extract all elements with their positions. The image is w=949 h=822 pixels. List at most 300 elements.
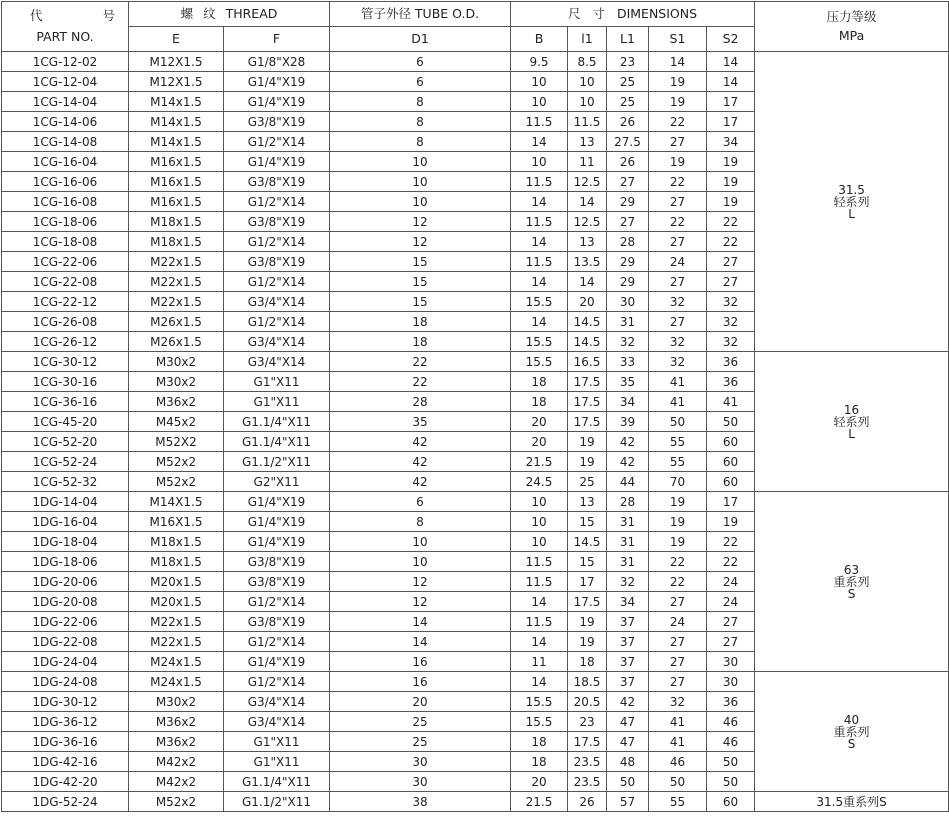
cell-dim-s1: 27 (649, 132, 707, 152)
cell-thread-f: G3/8"X19 (224, 612, 330, 632)
spec-table (1, 1, 949, 812)
cell-thread-e: M42x2 (129, 772, 224, 792)
cell-dim-b: 11.5 (511, 552, 568, 572)
cell-tube-d1: 10 (330, 552, 511, 572)
cell-dim-s1: 32 (649, 692, 707, 712)
cell-dim-s2: 60 (707, 792, 755, 812)
cell-thread-f: G1"X11 (224, 392, 330, 412)
cell-dim-s2: 27 (707, 612, 755, 632)
cell-part-no: 1CG-22-12 (2, 292, 129, 312)
cell-thread-f: G3/4"X14 (224, 712, 330, 732)
cell-tube-d1: 25 (330, 712, 511, 732)
cell-thread-f: G1/4"X19 (224, 652, 330, 672)
cell-thread-e: M12X1.5 (129, 52, 224, 72)
cell-dim-b: 20 (511, 412, 568, 432)
header-code-en: PART NO. (36, 28, 94, 44)
cell-thread-e: M14X1.5 (129, 492, 224, 512)
cell-part-no: 1CG-12-04 (2, 72, 129, 92)
cell-thread-e: M36x2 (129, 732, 224, 752)
cell-tube-d1: 38 (330, 792, 511, 812)
cell-thread-e: M30x2 (129, 372, 224, 392)
cell-dim-b: 10 (511, 512, 568, 532)
cell-dim-l1-upper: 39 (607, 412, 649, 432)
cell-tube-d1: 22 (330, 352, 511, 372)
cell-dim-s2: 46 (707, 732, 755, 752)
pressure-code: L (848, 426, 855, 441)
cell-part-no: 1CG-30-12 (2, 352, 129, 372)
cell-dim-s1: 24 (649, 252, 707, 272)
cell-dim-b: 11.5 (511, 212, 568, 232)
cell-dim-s1: 19 (649, 92, 707, 112)
cell-part-no: 1DG-24-08 (2, 672, 129, 692)
cell-dim-s1: 27 (649, 632, 707, 652)
cell-thread-e: M22x1.5 (129, 292, 224, 312)
cell-dim-l1-lower: 14.5 (568, 312, 607, 332)
cell-tube-d1: 35 (330, 412, 511, 432)
cell-dim-b: 11.5 (511, 612, 568, 632)
cell-dim-l1-lower: 17.5 (568, 412, 607, 432)
cell-dim-b: 15.5 (511, 692, 568, 712)
cell-dim-s1: 24 (649, 612, 707, 632)
cell-dim-l1-lower: 18.5 (568, 672, 607, 692)
cell-dim-s1: 22 (649, 552, 707, 572)
pressure-series: 轻系列 (833, 414, 870, 429)
cell-thread-e: M16x1.5 (129, 152, 224, 172)
cell-dim-l1-lower: 14 (568, 192, 607, 212)
cell-dim-b: 18 (511, 752, 568, 772)
cell-dim-s1: 32 (649, 352, 707, 372)
cell-dim-b: 10 (511, 92, 568, 112)
cell-thread-e: M14x1.5 (129, 112, 224, 132)
cell-tube-d1: 15 (330, 292, 511, 312)
cell-thread-f: G1/2"X14 (224, 272, 330, 292)
cell-dim-l1-lower: 13 (568, 132, 607, 152)
cell-part-no: 1CG-36-16 (2, 392, 129, 412)
cell-thread-f: G3/4"X14 (224, 352, 330, 372)
cell-thread-f: G3/8"X19 (224, 212, 330, 232)
cell-dim-s1: 27 (649, 652, 707, 672)
header-tube-od: 管子外径 TUBE O.D. (330, 2, 511, 27)
table-row (2, 792, 949, 812)
cell-dim-l1-lower: 17.5 (568, 372, 607, 392)
cell-thread-e: M16x1.5 (129, 172, 224, 192)
cell-dim-s1: 19 (649, 512, 707, 532)
cell-part-no: 1CG-52-24 (2, 452, 129, 472)
cell-dim-s2: 22 (707, 552, 755, 572)
cell-dim-b: 15.5 (511, 292, 568, 312)
cell-thread-e: M36x2 (129, 712, 224, 732)
cell-dim-s2: 60 (707, 472, 755, 492)
cell-dim-l1-lower: 10 (568, 92, 607, 112)
cell-thread-e: M16X1.5 (129, 512, 224, 532)
cell-dim-l1-lower: 15 (568, 512, 607, 532)
cell-part-no: 1CG-18-08 (2, 232, 129, 252)
cell-dim-s2: 50 (707, 772, 755, 792)
cell-dim-s2: 34 (707, 132, 755, 152)
pressure-group (755, 52, 949, 352)
pressure-value: 40 (843, 712, 860, 727)
cell-dim-l1-upper: 35 (607, 372, 649, 392)
pressure-value: 63 (843, 562, 860, 577)
cell-thread-f: G3/4"X14 (224, 292, 330, 312)
pressure-group: 31.5重系列S (755, 792, 949, 812)
cell-thread-e: M22x1.5 (129, 252, 224, 272)
cell-dim-l1-lower: 17 (568, 572, 607, 592)
cell-dim-l1-upper: 30 (607, 292, 649, 312)
cell-dim-l1-upper: 42 (607, 692, 649, 712)
cell-tube-d1: 6 (330, 492, 511, 512)
cell-tube-d1: 8 (330, 132, 511, 152)
cell-dim-s1: 19 (649, 492, 707, 512)
cell-dim-l1-lower: 19 (568, 432, 607, 452)
cell-dim-s2: 60 (707, 452, 755, 472)
cell-dim-s1: 55 (649, 452, 707, 472)
cell-tube-d1: 10 (330, 172, 511, 192)
cell-thread-f: G1.1/4"X11 (224, 432, 330, 452)
cell-dim-l1-upper: 27.5 (607, 132, 649, 152)
cell-tube-d1: 16 (330, 652, 511, 672)
cell-thread-e: M14x1.5 (129, 132, 224, 152)
cell-thread-e: M24x1.5 (129, 652, 224, 672)
cell-dim-l1-upper: 37 (607, 652, 649, 672)
cell-part-no: 1CG-14-08 (2, 132, 129, 152)
cell-dim-l1-upper: 32 (607, 332, 649, 352)
cell-part-no: 1DG-24-04 (2, 652, 129, 672)
cell-thread-f: G1/4"X19 (224, 72, 330, 92)
cell-dim-s1: 19 (649, 152, 707, 172)
cell-dim-s2: 46 (707, 712, 755, 732)
cell-dim-b: 10 (511, 532, 568, 552)
cell-tube-d1: 6 (330, 72, 511, 92)
cell-dim-s2: 30 (707, 672, 755, 692)
cell-dim-s1: 41 (649, 392, 707, 412)
cell-dim-l1-upper: 37 (607, 612, 649, 632)
cell-dim-s2: 14 (707, 52, 755, 72)
cell-tube-d1: 6 (330, 52, 511, 72)
header-part-no (2, 2, 143, 52)
cell-dim-b: 14 (511, 132, 568, 152)
cell-dim-l1-upper: 32 (607, 572, 649, 592)
cell-dim-s2: 32 (707, 292, 755, 312)
table-row (2, 492, 949, 512)
table-row (2, 672, 949, 692)
cell-dim-l1-upper: 28 (607, 232, 649, 252)
cell-thread-e: M52x2 (129, 792, 224, 812)
cell-dim-b: 14 (511, 272, 568, 292)
cell-thread-e: M12X1.5 (129, 72, 224, 92)
cell-thread-f: G1/4"X19 (224, 92, 330, 112)
cell-dim-b: 11 (511, 652, 568, 672)
cell-dim-b: 15.5 (511, 712, 568, 732)
cell-thread-e: M42x2 (129, 752, 224, 772)
cell-tube-d1: 30 (330, 772, 511, 792)
cell-part-no: 1CG-45-20 (2, 412, 129, 432)
cell-dim-s1: 46 (649, 752, 707, 772)
header-b: B (511, 27, 568, 52)
cell-thread-f: G3/8"X19 (224, 172, 330, 192)
cell-dim-s1: 50 (649, 412, 707, 432)
cell-dim-l1-upper: 31 (607, 312, 649, 332)
cell-thread-f: G1/2"X14 (224, 312, 330, 332)
cell-tube-d1: 8 (330, 112, 511, 132)
cell-dim-l1-lower: 17.5 (568, 392, 607, 412)
cell-part-no: 1CG-52-32 (2, 472, 129, 492)
cell-dim-b: 14 (511, 312, 568, 332)
cell-dim-b: 20 (511, 772, 568, 792)
cell-dim-l1-lower: 14.5 (568, 532, 607, 552)
header-pressure-cn: 压力等级 (826, 9, 877, 24)
table-row (2, 352, 949, 372)
cell-thread-e: M52X2 (129, 432, 224, 452)
header-l1-upper: L1 (607, 27, 649, 52)
cell-part-no: 1CG-26-12 (2, 332, 129, 352)
cell-dim-s1: 19 (649, 532, 707, 552)
cell-dim-s1: 27 (649, 272, 707, 292)
cell-tube-d1: 14 (330, 632, 511, 652)
cell-part-no: 1CG-18-06 (2, 212, 129, 232)
cell-dim-l1-upper: 28 (607, 492, 649, 512)
cell-dim-l1-lower: 14 (568, 272, 607, 292)
cell-dim-s1: 27 (649, 192, 707, 212)
cell-dim-s1: 70 (649, 472, 707, 492)
cell-dim-b: 14 (511, 192, 568, 212)
cell-thread-e: M20x1.5 (129, 572, 224, 592)
cell-thread-f: G1"X11 (224, 372, 330, 392)
cell-dim-l1-lower: 11 (568, 152, 607, 172)
pressure-code: L (848, 206, 855, 221)
cell-dim-s2: 32 (707, 332, 755, 352)
cell-tube-d1: 15 (330, 252, 511, 272)
cell-dim-l1-upper: 37 (607, 632, 649, 652)
cell-dim-b: 15.5 (511, 332, 568, 352)
cell-dim-l1-lower: 12.5 (568, 212, 607, 232)
cell-dim-l1-lower: 12.5 (568, 172, 607, 192)
pressure-value: 16 (843, 402, 860, 417)
cell-dim-s1: 27 (649, 312, 707, 332)
header-s1: S1 (649, 27, 707, 52)
cell-thread-e: M16x1.5 (129, 192, 224, 212)
cell-thread-e: M18x1.5 (129, 552, 224, 572)
cell-dim-s1: 19 (649, 72, 707, 92)
header-thread: 螺 纹 THREAD (129, 2, 330, 27)
table-body (2, 52, 949, 812)
cell-dim-s1: 27 (649, 592, 707, 612)
cell-dim-l1-lower: 15 (568, 552, 607, 572)
cell-dim-b: 20 (511, 432, 568, 452)
cell-thread-f: G1"X11 (224, 752, 330, 772)
cell-dim-l1-upper: 26 (607, 112, 649, 132)
cell-dim-l1-lower: 23 (568, 712, 607, 732)
cell-dim-b: 11.5 (511, 172, 568, 192)
cell-part-no: 1DG-30-12 (2, 692, 129, 712)
cell-dim-s2: 36 (707, 352, 755, 372)
cell-dim-s2: 50 (707, 752, 755, 772)
cell-part-no: 1DG-20-08 (2, 592, 129, 612)
cell-dim-l1-lower: 13 (568, 232, 607, 252)
cell-dim-l1-lower: 19 (568, 452, 607, 472)
cell-dim-l1-lower: 26 (568, 792, 607, 812)
cell-dim-l1-upper: 34 (607, 592, 649, 612)
cell-thread-f: G1/2"X14 (224, 132, 330, 152)
cell-dim-s2: 19 (707, 152, 755, 172)
cell-dim-s2: 27 (707, 632, 755, 652)
cell-dim-b: 21.5 (511, 452, 568, 472)
cell-dim-s2: 24 (707, 592, 755, 612)
cell-part-no: 1CG-14-06 (2, 112, 129, 132)
cell-thread-e: M52x2 (129, 472, 224, 492)
cell-thread-e: M18x1.5 (129, 532, 224, 552)
cell-dim-l1-upper: 50 (607, 772, 649, 792)
cell-thread-f: G1/2"X14 (224, 232, 330, 252)
cell-dim-s1: 22 (649, 112, 707, 132)
cell-dim-s1: 27 (649, 672, 707, 692)
pressure-series: 重系列 (833, 574, 870, 589)
cell-dim-s1: 22 (649, 172, 707, 192)
cell-dim-s2: 17 (707, 92, 755, 112)
header-pressure-en: MPa (838, 27, 865, 43)
cell-part-no: 1DG-22-08 (2, 632, 129, 652)
cell-part-no: 1CG-16-04 (2, 152, 129, 172)
cell-tube-d1: 25 (330, 732, 511, 752)
cell-thread-f: G1/4"X19 (224, 512, 330, 532)
cell-tube-d1: 8 (330, 512, 511, 532)
header-e: E (129, 27, 224, 52)
pressure-value: 31.5 (838, 182, 865, 197)
cell-thread-f: G1/2"X14 (224, 672, 330, 692)
cell-dim-s2: 17 (707, 112, 755, 132)
header-s2: S2 (707, 27, 755, 52)
cell-thread-e: M14x1.5 (129, 92, 224, 112)
cell-part-no: 1CG-16-08 (2, 192, 129, 212)
cell-dim-s2: 60 (707, 432, 755, 452)
cell-dim-l1-upper: 48 (607, 752, 649, 772)
header-d1: D1 (330, 27, 511, 52)
cell-dim-b: 9.5 (511, 52, 568, 72)
cell-thread-f: G1/4"X19 (224, 152, 330, 172)
cell-thread-f: G3/8"X19 (224, 552, 330, 572)
cell-dim-l1-lower: 13 (568, 492, 607, 512)
cell-dim-b: 14 (511, 592, 568, 612)
cell-dim-b: 15.5 (511, 352, 568, 372)
cell-dim-l1-upper: 27 (607, 172, 649, 192)
cell-part-no: 1DG-18-06 (2, 552, 129, 572)
cell-tube-d1: 28 (330, 392, 511, 412)
cell-dim-s1: 22 (649, 572, 707, 592)
cell-part-no: 1DG-52-24 (2, 792, 129, 812)
cell-dim-b: 10 (511, 72, 568, 92)
cell-dim-s2: 27 (707, 252, 755, 272)
cell-tube-d1: 30 (330, 752, 511, 772)
cell-thread-f: G1.1/4"X11 (224, 772, 330, 792)
cell-dim-l1-upper: 29 (607, 192, 649, 212)
cell-dim-s1: 50 (649, 772, 707, 792)
cell-tube-d1: 15 (330, 272, 511, 292)
cell-thread-f: G1/4"X19 (224, 532, 330, 552)
cell-dim-l1-upper: 25 (607, 92, 649, 112)
pressure-group (755, 672, 949, 792)
cell-dim-b: 24.5 (511, 472, 568, 492)
cell-dim-l1-lower: 13.5 (568, 252, 607, 272)
cell-tube-d1: 42 (330, 472, 511, 492)
header-code-cn: 代 号 (30, 8, 143, 23)
cell-dim-s1: 41 (649, 372, 707, 392)
cell-dim-s2: 19 (707, 512, 755, 532)
cell-thread-f: G3/8"X19 (224, 572, 330, 592)
cell-dim-s1: 14 (649, 52, 707, 72)
cell-dim-l1-upper: 57 (607, 792, 649, 812)
cell-dim-b: 14 (511, 632, 568, 652)
cell-dim-s1: 32 (649, 292, 707, 312)
cell-tube-d1: 12 (330, 592, 511, 612)
cell-dim-b: 11.5 (511, 112, 568, 132)
cell-tube-d1: 10 (330, 152, 511, 172)
cell-dim-l1-upper: 31 (607, 512, 649, 532)
cell-thread-e: M22x1.5 (129, 272, 224, 292)
cell-dim-s1: 22 (649, 212, 707, 232)
cell-thread-e: M18x1.5 (129, 232, 224, 252)
cell-thread-e: M30x2 (129, 692, 224, 712)
pressure-group (755, 352, 949, 492)
cell-thread-e: M30x2 (129, 352, 224, 372)
cell-tube-d1: 16 (330, 672, 511, 692)
cell-dim-l1-upper: 25 (607, 72, 649, 92)
cell-part-no: 1CG-16-06 (2, 172, 129, 192)
pressure-code: S (847, 586, 856, 601)
cell-dim-s1: 41 (649, 712, 707, 732)
cell-dim-l1-lower: 18 (568, 652, 607, 672)
cell-part-no: 1DG-42-20 (2, 772, 129, 792)
cell-dim-b: 11.5 (511, 572, 568, 592)
cell-tube-d1: 14 (330, 612, 511, 632)
cell-part-no: 1CG-22-06 (2, 252, 129, 272)
cell-thread-e: M45x2 (129, 412, 224, 432)
cell-dim-b: 10 (511, 152, 568, 172)
cell-dim-l1-lower: 19 (568, 612, 607, 632)
cell-dim-b: 14 (511, 672, 568, 692)
cell-thread-e: M18x1.5 (129, 212, 224, 232)
cell-part-no: 1CG-52-20 (2, 432, 129, 452)
cell-thread-f: G1.1/2"X11 (224, 792, 330, 812)
cell-part-no: 1DG-18-04 (2, 532, 129, 552)
cell-dim-s2: 27 (707, 272, 755, 292)
cell-thread-f: G3/4"X14 (224, 692, 330, 712)
header-dimensions: 尺 寸 DIMENSIONS (511, 2, 755, 27)
cell-dim-l1-upper: 23 (607, 52, 649, 72)
cell-dim-s1: 55 (649, 792, 707, 812)
cell-dim-l1-upper: 29 (607, 252, 649, 272)
cell-thread-f: G1/4"X19 (224, 492, 330, 512)
cell-dim-l1-upper: 31 (607, 552, 649, 572)
cell-part-no: 1CG-30-16 (2, 372, 129, 392)
cell-dim-l1-lower: 20.5 (568, 692, 607, 712)
cell-thread-e: M36x2 (129, 392, 224, 412)
cell-dim-l1-upper: 27 (607, 212, 649, 232)
cell-dim-b: 11.5 (511, 252, 568, 272)
pressure-group (755, 492, 949, 672)
cell-thread-e: M20x1.5 (129, 592, 224, 612)
cell-tube-d1: 18 (330, 332, 511, 352)
cell-dim-l1-lower: 10 (568, 72, 607, 92)
cell-thread-e: M22x1.5 (129, 632, 224, 652)
cell-dim-s2: 30 (707, 652, 755, 672)
cell-thread-f: G1/2"X14 (224, 632, 330, 652)
cell-dim-s2: 22 (707, 532, 755, 552)
cell-part-no: 1CG-12-02 (2, 52, 129, 72)
cell-dim-l1-lower: 11.5 (568, 112, 607, 132)
cell-dim-l1-upper: 34 (607, 392, 649, 412)
cell-thread-f: G1/2"X14 (224, 192, 330, 212)
cell-dim-l1-upper: 31 (607, 532, 649, 552)
